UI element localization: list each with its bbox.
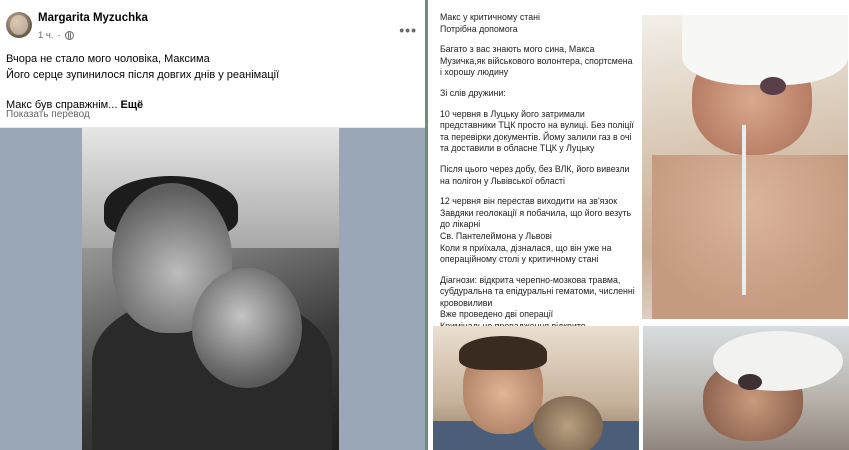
image-text-line: Діагнози: відкрита черепно-мозкова травма, (440, 274, 621, 285)
image-text-line: Музичка,як військового волонтера, спортсмена (440, 55, 633, 66)
post-photo-frame[interactable] (0, 128, 425, 450)
image-text-line: і хорошу людину (440, 67, 509, 78)
post-header (6, 8, 421, 46)
post-line: Його серце зупинилося після довгих днів у реанімації (6, 69, 280, 81)
image-text-line: Потрібна допомога (440, 23, 518, 34)
post-line: Вчора не стало мого чоловіка, Максима (6, 53, 210, 65)
image-text-line: Завдяки геолокації я побачила, що його везуть (440, 207, 632, 218)
image-text-line: субдуральна та епідуральні гематоми, численні (440, 286, 635, 297)
portrait-photo-small (433, 326, 639, 450)
shared-image[interactable] (428, 0, 849, 450)
more-options-button[interactable]: ••• (399, 22, 417, 38)
image-text-line: крововиливи (440, 297, 493, 308)
image-text-line: Зі слів дружини: (440, 87, 506, 98)
see-more-link[interactable]: Ещё (120, 99, 144, 111)
post-time[interactable]: 1 ч. (38, 30, 54, 41)
author-name[interactable]: Margarita Myzuchka (38, 12, 148, 24)
image-text-line: та перевірки документів. Йому залили газ в очі (440, 131, 632, 142)
post-text (6, 51, 416, 113)
image-text-line: Після цього через добу, без ВЛК, його вивезли (440, 163, 630, 174)
image-text-line: на полігон у Львівської області (440, 175, 566, 186)
image-text-line: Макс у критичному стані (440, 12, 540, 22)
image-text-line: представники ТЦК просто на вулиці. Без поліції (440, 120, 634, 131)
meta-separator: · (57, 30, 61, 41)
image-text-line: та доставили в обласне ТЦК у Луцьку (440, 143, 595, 154)
image-text-line: Св. Пантелеймона у Львові (440, 230, 552, 241)
globe-icon (65, 31, 74, 40)
image-text-line: Вже проведено дві операції (440, 309, 554, 320)
avatar[interactable] (6, 12, 32, 38)
post-photo[interactable] (82, 128, 339, 450)
image-text-line: Багато з вас знають мого сина, Макса (440, 44, 595, 55)
post-teaser: Макс був справжнім... (6, 99, 118, 111)
post-meta (38, 30, 74, 41)
image-caption (440, 12, 640, 344)
image-text-line: 10 червня в Луцьку його затримали (440, 108, 585, 119)
hospital-photo-small (643, 326, 849, 450)
show-translation-link[interactable]: Показать перевод (6, 109, 90, 120)
image-text-line: операційному столі у критичному стані (440, 254, 599, 265)
image-text-line: до лікарні (440, 219, 481, 230)
avatar-image (10, 15, 28, 35)
image-text-line: 12 червня він перестав виходити на зв'язок (440, 196, 618, 207)
image-text-line: Коли я приїхала, дізналася, що він уже на (440, 242, 612, 253)
hospital-photo-large (642, 15, 848, 319)
